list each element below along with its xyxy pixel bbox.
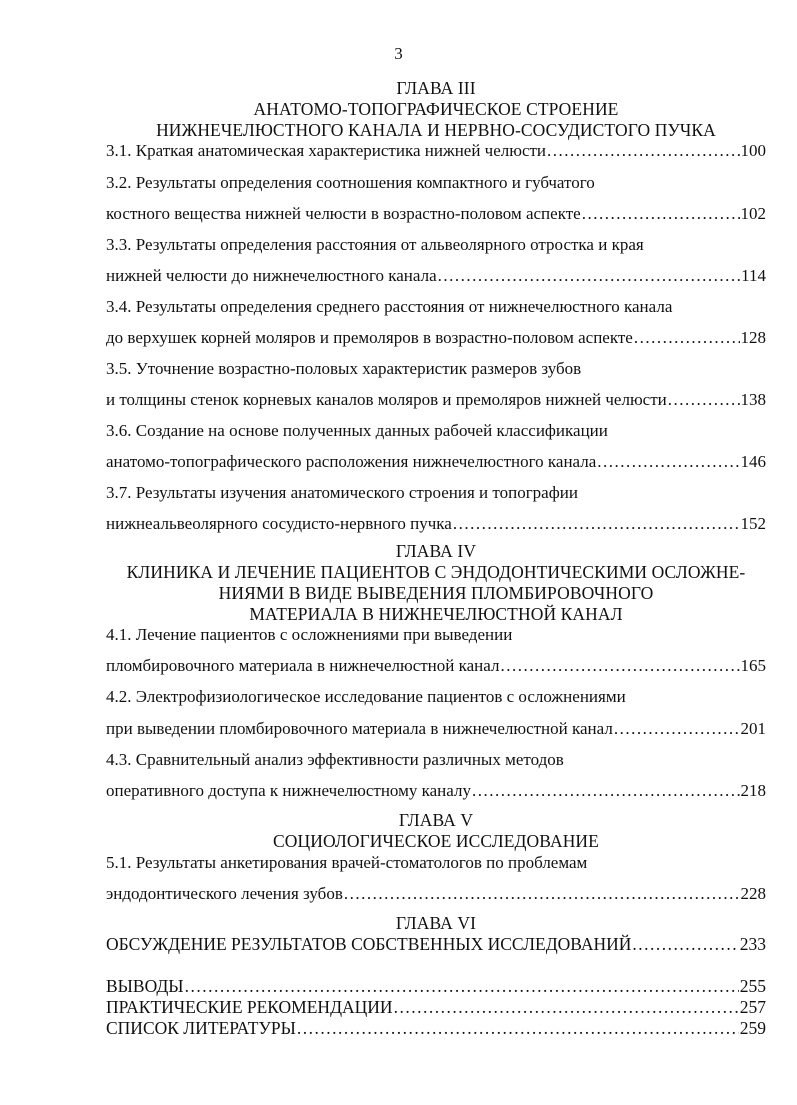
toc-entry-page: 128	[740, 328, 766, 347]
leader-dots	[472, 780, 740, 802]
toc-entry-3-2-line-1[interactable]: 3.2. Результаты определения соотношения компактного и губчатого	[106, 173, 595, 192]
toc-entry-page: 138	[740, 390, 766, 409]
toc-entry-6[interactable]	[106, 933, 766, 955]
toc-entry-conclusions[interactable]	[106, 975, 766, 997]
toc-entry-text: пломбировочного материала в нижнечелюстной канал	[106, 656, 500, 675]
toc-entry-text: до верхушек корней моляров и премоляров в возрастно-половом аспекте	[106, 328, 633, 347]
chapter-5-label: ГЛАВА V	[398, 810, 474, 830]
toc-entry-3-6-line-1[interactable]: 3.6. Создание на основе полученных данных рабочей классификации	[106, 421, 608, 440]
toc-entry-4-2[interactable]	[106, 718, 766, 740]
chapter-5-title-line-1: СОЦИОЛОГИЧЕСКОЕ ИССЛЕДОВАНИЕ	[273, 831, 599, 851]
chapter-4-title-line-2: НИЯМИ В ВИДЕ ВЫВЕДЕНИЯ ПЛОМБИРОВОЧНОГО	[218, 583, 654, 603]
leader-dots	[632, 933, 738, 955]
chapter-5-heading	[106, 810, 766, 852]
toc-entry-3-3[interactable]	[106, 265, 766, 287]
toc-entry-text: ПРАКТИЧЕСКИЕ РЕКОМЕНДАЦИИ	[106, 997, 393, 1017]
toc-entry-4-1-line-1[interactable]: 4.1. Лечение пациентов с осложнениями при выведении	[106, 625, 513, 644]
toc-entry-page: 255	[739, 976, 766, 996]
toc-entry-3-5-line-1[interactable]: 3.5. Уточнение возрастно-половых характеристик размеров зубов	[106, 359, 582, 378]
page-number: 3	[394, 44, 403, 63]
chapter-4-title-line-1: КЛИНИКА И ЛЕЧЕНИЕ ПАЦИЕНТОВ С ЭНДОДОНТИЧЕСКИМИ ОСЛОЖНЕ-	[126, 562, 746, 582]
leader-dots	[547, 140, 739, 162]
toc-entry-page: 218	[740, 781, 766, 800]
toc-entry-recommendations[interactable]	[106, 996, 766, 1018]
toc-entry-text: анатомо-топографического расположения нижнечелюстного канала	[106, 452, 597, 471]
chapter-3-label: ГЛАВА III	[396, 78, 476, 98]
toc-entry-page: 233	[739, 934, 766, 954]
chapter-3-heading	[106, 78, 766, 141]
toc-entry-text: при выведении пломбировочного материала в нижнечелюстной канал	[106, 719, 613, 738]
toc-entry-3-7[interactable]	[106, 513, 766, 535]
leader-dots	[453, 513, 740, 535]
chapter-6-heading	[106, 913, 766, 934]
toc-entry-3-4[interactable]	[106, 327, 766, 349]
toc-entry-text: ВЫВОДЫ	[106, 976, 184, 996]
toc-entry-text: эндодонтического лечения зубов	[106, 884, 343, 903]
toc-entry-page: 165	[740, 656, 766, 675]
toc-entry-4-3-line-1[interactable]: 4.3. Сравнительный анализ эффективности различных методов	[106, 750, 564, 769]
toc-entry-page: 100	[740, 141, 766, 160]
leader-dots	[634, 327, 740, 349]
chapter-3-title-line-2: НИЖНЕЧЕЛЮСТНОГО КАНАЛА И НЕРВНО-СОСУДИСТОГО ПУЧКА	[156, 120, 716, 140]
leader-dots	[614, 718, 740, 740]
leader-dots	[597, 451, 739, 473]
toc-entry-text: СПИСОК ЛИТЕРАТУРЫ	[106, 1018, 296, 1038]
toc-entry-3-2[interactable]	[106, 203, 766, 225]
leader-dots	[344, 883, 740, 905]
toc-entry-text: 3.1. Краткая анатомическая характеристика нижней челюсти	[106, 141, 547, 160]
toc-entry-page: 102	[740, 204, 766, 223]
leader-dots	[394, 996, 739, 1018]
toc-entry-5-1[interactable]	[106, 883, 766, 905]
toc-entry-3-4-line-1[interactable]: 3.4. Результаты определения среднего расстояния от нижнечелюстного канала	[106, 297, 673, 316]
chapter-4-heading	[106, 541, 766, 625]
toc-entry-page: 259	[739, 1018, 766, 1038]
leader-dots	[185, 975, 739, 997]
toc-entry-4-2-line-1[interactable]: 4.2. Электрофизиологическое исследование пациентов с осложнениями	[106, 687, 626, 706]
toc-entry-text: оперативного доступа к нижнечелюстному каналу	[106, 781, 471, 800]
toc-entry-page: 114	[741, 266, 766, 285]
toc-entry-3-3-line-1[interactable]: 3.3. Результаты определения расстояния от альвеолярного отростка и края	[106, 235, 644, 254]
toc-entry-text: костного вещества нижней челюсти в возрастно-половом аспекте	[106, 204, 581, 223]
toc-entry-page: 228	[740, 884, 766, 903]
toc-entry-text: ОБСУЖДЕНИЕ РЕЗУЛЬТАТОВ СОБСТВЕННЫХ ИССЛЕДОВАНИЙ	[106, 934, 632, 954]
toc-entry-references[interactable]	[106, 1017, 766, 1039]
toc-entry-4-3[interactable]	[106, 780, 766, 802]
leader-dots	[668, 389, 740, 411]
toc-entry-text: и толщины стенок корневых каналов моляров и премоляров нижней челюсти	[106, 390, 667, 409]
leader-dots	[297, 1017, 739, 1039]
toc-entry-page: 152	[740, 514, 766, 533]
toc-entry-text: нижней челюсти до нижнечелюстного канала	[106, 266, 437, 285]
toc-entry-text: нижнеальвеолярного сосудисто-нервного пучка	[106, 514, 452, 533]
toc-entry-3-1[interactable]	[106, 140, 766, 162]
leader-dots	[438, 265, 741, 287]
toc-entry-3-6[interactable]	[106, 451, 766, 473]
chapter-4-label: ГЛАВА IV	[395, 541, 477, 561]
toc-entry-3-7-line-1[interactable]: 3.7. Результаты изучения анатомического строения и топографии	[106, 483, 578, 502]
chapter-3-title-line-1: АНАТОМО-ТОПОГРАФИЧЕСКОЕ СТРОЕНИЕ	[253, 99, 619, 119]
toc-entry-5-1-line-1[interactable]: 5.1. Результаты анкетирования врачей-стоматологов по проблемам	[106, 853, 588, 872]
toc-entry-3-5[interactable]	[106, 389, 766, 411]
toc-entry-page: 257	[739, 997, 766, 1017]
leader-dots	[500, 655, 739, 677]
chapter-4-title-line-3: МАТЕРИАЛА В НИЖНЕЧЕЛЮСТНОЙ КАНАЛ	[249, 604, 623, 624]
toc-entry-page: 146	[740, 452, 766, 471]
toc-entry-4-1[interactable]	[106, 655, 766, 677]
chapter-6-label: ГЛАВА VI	[395, 913, 477, 933]
toc-entry-page: 201	[740, 719, 766, 738]
leader-dots	[582, 203, 740, 225]
